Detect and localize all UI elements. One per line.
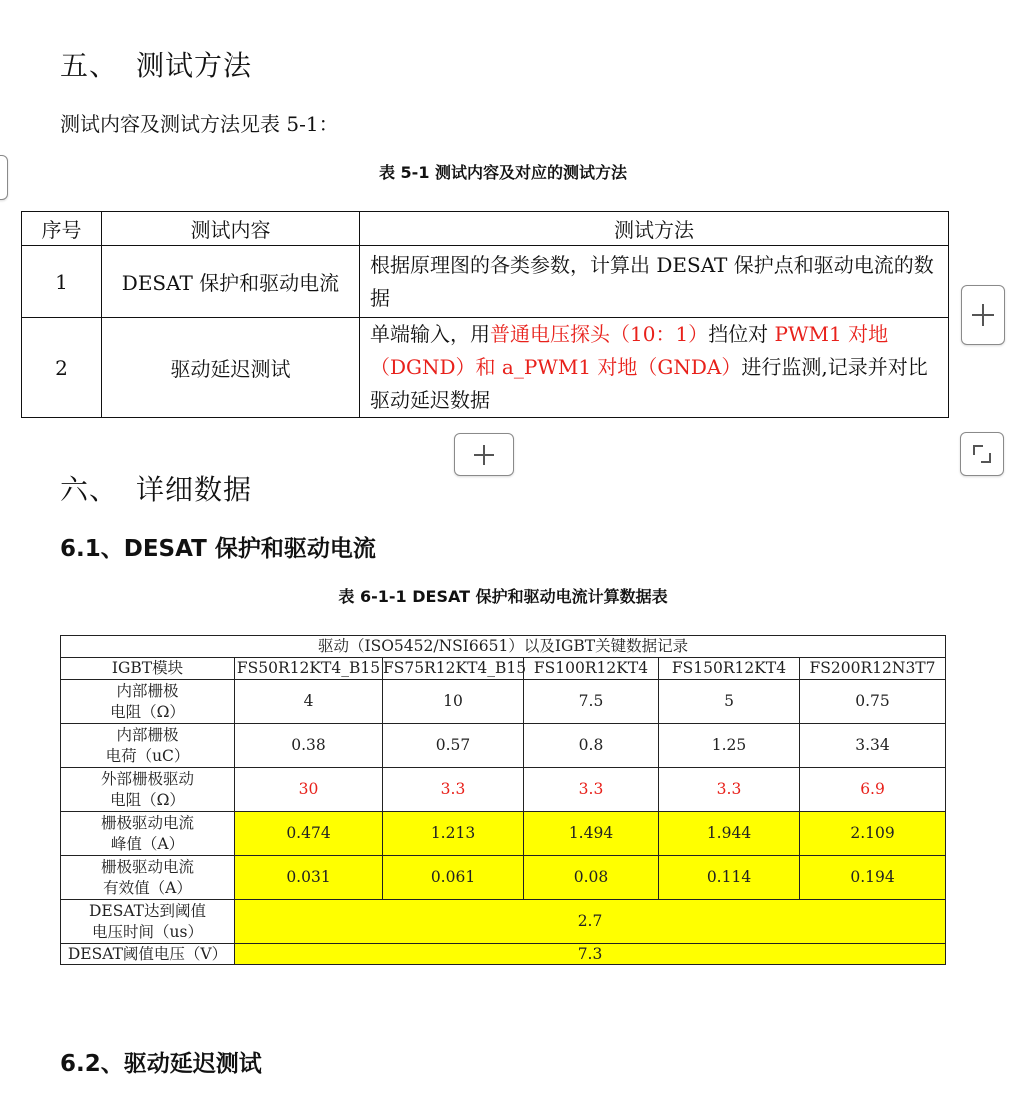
table-cell: 0.38 <box>235 724 383 768</box>
row-2-content: 驱动延迟测试 <box>102 318 360 418</box>
table-cell-highlighted: 1.213 <box>383 812 524 856</box>
row-label-line: 峰值（A） <box>110 834 185 853</box>
table-row <box>22 246 949 318</box>
subsection-6-2-heading: 6.2、驱动延迟测试 <box>60 1051 262 1077</box>
table-cell: 10 <box>383 680 524 724</box>
row-2-method <box>360 318 949 418</box>
table-cell-highlighted: 0.08 <box>524 856 659 900</box>
table-row <box>61 680 946 724</box>
add-row-button[interactable] <box>454 433 514 476</box>
table-6-1-1-caption: 表 6-1-1 DESAT 保护和驱动电流计算数据表 <box>338 587 668 606</box>
table-cell: 5 <box>659 680 800 724</box>
table-cell-red: 3.3 <box>383 768 524 812</box>
method-text: 单端输入，用 <box>370 322 490 346</box>
row-label <box>61 900 235 944</box>
table-cell-highlighted: 1.494 <box>524 812 659 856</box>
row-label-line: 栅极驱动电流 <box>100 813 194 832</box>
table-cell: 7.5 <box>524 680 659 724</box>
header-module: FS200R12N3T7 <box>800 658 946 680</box>
table-row <box>61 900 946 944</box>
subsection-6-1-heading: 6.1、DESAT 保护和驱动电流 <box>60 536 376 562</box>
row-label <box>61 724 235 768</box>
table-cell: 0.75 <box>800 680 946 724</box>
header-module: FS75R12KT4_B15 <box>383 658 524 680</box>
table-cell: 4 <box>235 680 383 724</box>
row-1-no: 1 <box>22 246 102 318</box>
row-label <box>61 680 235 724</box>
header-no: 序号 <box>22 212 102 246</box>
method-highlight-text: PWM1 对地（DGND）和 a_PWM1 对地（GNDA） <box>370 322 889 379</box>
table-row <box>22 318 949 418</box>
row-label-line: 电阻（Ω） <box>110 790 185 809</box>
header-module: FS50R12KT4_B15 <box>235 658 383 680</box>
row-label-line: 电阻（Ω） <box>110 702 185 721</box>
table-cell-highlighted: 2.109 <box>800 812 946 856</box>
row-label-line: 内部栅极 <box>116 725 179 744</box>
section-5-title: 测试方法 <box>136 49 253 82</box>
table-cell-highlighted: 0.031 <box>235 856 383 900</box>
table-title-cell: 驱动（ISO5452/NSI6651）以及IGBT关键数据记录 <box>61 636 946 658</box>
method-text: 挡位对 <box>708 322 775 346</box>
table-cell: 0.57 <box>383 724 524 768</box>
table-cell: 0.8 <box>524 724 659 768</box>
plus-icon <box>962 286 1004 344</box>
row-label <box>61 768 235 812</box>
table-6-1-1 <box>60 635 946 965</box>
table-row <box>61 856 946 900</box>
table-row <box>61 944 946 965</box>
row-1-content: DESAT 保护和驱动电流 <box>102 246 360 318</box>
table-cell-highlighted: 0.061 <box>383 856 524 900</box>
method-highlight-text: 普通电压探头（10：1） <box>490 322 709 346</box>
row-1-method: 根据原理图的各类参数，计算出 DESAT 保护点和驱动电流的数据 <box>360 246 949 318</box>
row-2-no: 2 <box>22 318 102 418</box>
method-text: 进行监测,记录并对比驱动延迟数据 <box>370 355 928 412</box>
resize-table-button[interactable] <box>960 432 1004 476</box>
table-5-1 <box>21 211 949 418</box>
row-label <box>61 812 235 856</box>
section-5-number: 五、 <box>60 49 119 82</box>
header-content: 测试内容 <box>102 212 360 246</box>
table-cell-red: 3.3 <box>659 768 800 812</box>
table-cell-red: 6.9 <box>800 768 946 812</box>
row-label-line: 有效值（A） <box>103 878 192 897</box>
table-cell-red: 3.3 <box>524 768 659 812</box>
plus-icon <box>455 434 513 475</box>
table-header-row <box>22 212 949 246</box>
add-column-button[interactable] <box>961 285 1005 345</box>
header-igbt-module: IGBT模块 <box>61 658 235 680</box>
section-5-heading <box>60 44 252 84</box>
row-label: DESAT阈值电压（V） <box>61 944 235 965</box>
table-5-1-caption: 表 5-1 测试内容及对应的测试方法 <box>378 163 628 182</box>
row-label-line: DESAT达到阈值 <box>88 901 207 920</box>
table-cell-red: 30 <box>235 768 383 812</box>
section-6-number: 六、 <box>60 473 119 506</box>
row-label <box>61 856 235 900</box>
table-cell-highlighted: 0.194 <box>800 856 946 900</box>
expand-corner-icon <box>961 433 1003 475</box>
table-row <box>61 812 946 856</box>
table-cell-highlighted: 0.474 <box>235 812 383 856</box>
intro-paragraph: 测试内容及测试方法见表 5-1： <box>60 112 339 136</box>
table-cell: 3.34 <box>800 724 946 768</box>
table-cell-highlighted: 2.7 <box>235 900 946 944</box>
section-6-heading <box>60 468 252 508</box>
table-title-row <box>61 636 946 658</box>
header-method: 测试方法 <box>360 212 949 246</box>
header-module: FS100R12KT4 <box>524 658 659 680</box>
row-label-line: 栅极驱动电流 <box>100 857 194 876</box>
row-label-line: 电压时间（us） <box>92 922 203 941</box>
row-label-line: 外部栅极驱动 <box>100 769 194 788</box>
table-header-row <box>61 658 946 680</box>
table-cell-highlighted: 0.114 <box>659 856 800 900</box>
header-module: FS150R12KT4 <box>659 658 800 680</box>
table-row <box>61 724 946 768</box>
row-label-line: 电荷（uC） <box>105 746 190 765</box>
table-cell: 1.25 <box>659 724 800 768</box>
table-row <box>61 768 946 812</box>
table-cell-highlighted: 1.944 <box>659 812 800 856</box>
section-6-title: 详细数据 <box>136 473 253 506</box>
row-label-line: 内部栅极 <box>116 681 179 700</box>
table-cell-highlighted: 7.3 <box>235 944 946 965</box>
